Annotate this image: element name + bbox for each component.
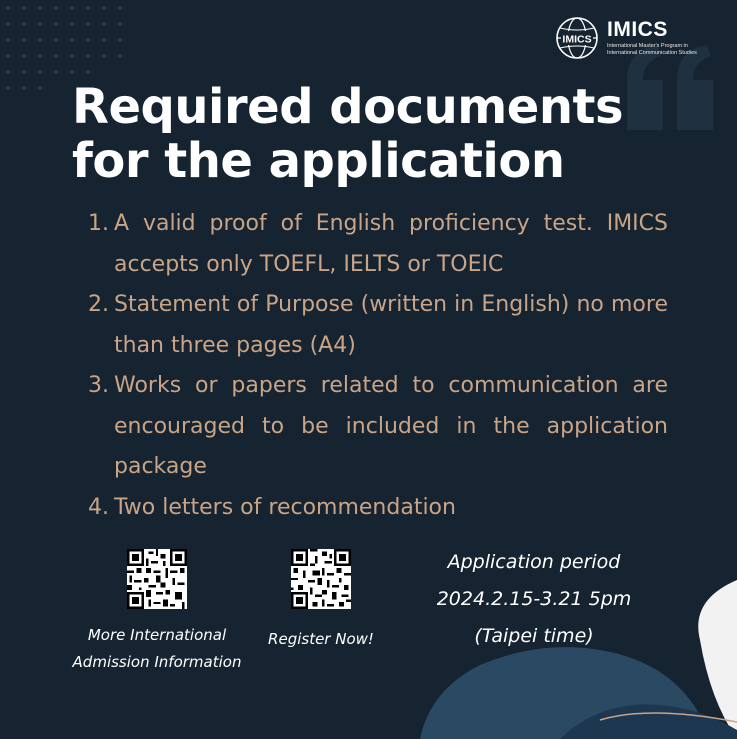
logo-title: IMICS xyxy=(607,18,668,41)
list-item-number: 2. xyxy=(88,292,109,317)
qr-code-icon xyxy=(291,549,351,609)
imics-logo xyxy=(555,14,715,62)
application-period-dates: 2024.2.15-3.21 5pm xyxy=(436,588,632,610)
logo-subtitle: International Master's Program in International Communication Studies xyxy=(607,43,697,56)
list-item-text: Two letters of recommendation xyxy=(114,494,456,520)
list-item xyxy=(88,204,668,285)
page-title xyxy=(72,80,692,188)
list-item-text: A valid proof of English proficiency test. IMICS accepts only TOEFL, IELTS or TOEIC xyxy=(114,211,668,277)
list-item-text: Statement of Purpose (written in English) no more than three pages (A4) xyxy=(114,292,668,358)
list-item xyxy=(88,488,668,529)
application-period-label: Application period xyxy=(447,551,621,573)
register-qr-code[interactable] xyxy=(291,549,351,609)
admission-info-qr-code[interactable] xyxy=(127,549,187,609)
document-list xyxy=(88,204,668,528)
register-caption[interactable]: Register Now! xyxy=(268,630,374,648)
admission-info-caption: More International Admission Information xyxy=(72,626,242,671)
application-period xyxy=(418,544,650,655)
qr-code-icon xyxy=(127,549,187,609)
list-item-number: 1. xyxy=(88,211,109,236)
title-line-2: for the application xyxy=(72,133,565,189)
logo-emblem-text: IMICS xyxy=(562,33,592,46)
list-item xyxy=(88,366,668,488)
globe-icon xyxy=(555,16,599,60)
list-item-number: 4. xyxy=(88,494,109,520)
application-period-timezone: (Taipei time) xyxy=(474,625,594,647)
title-line-1: Required documents xyxy=(72,79,624,135)
list-item-number: 3. xyxy=(88,373,109,398)
list-item-text: Works or papers related to communication are encouraged to be included in the application package xyxy=(114,373,668,479)
list-item xyxy=(88,285,668,366)
